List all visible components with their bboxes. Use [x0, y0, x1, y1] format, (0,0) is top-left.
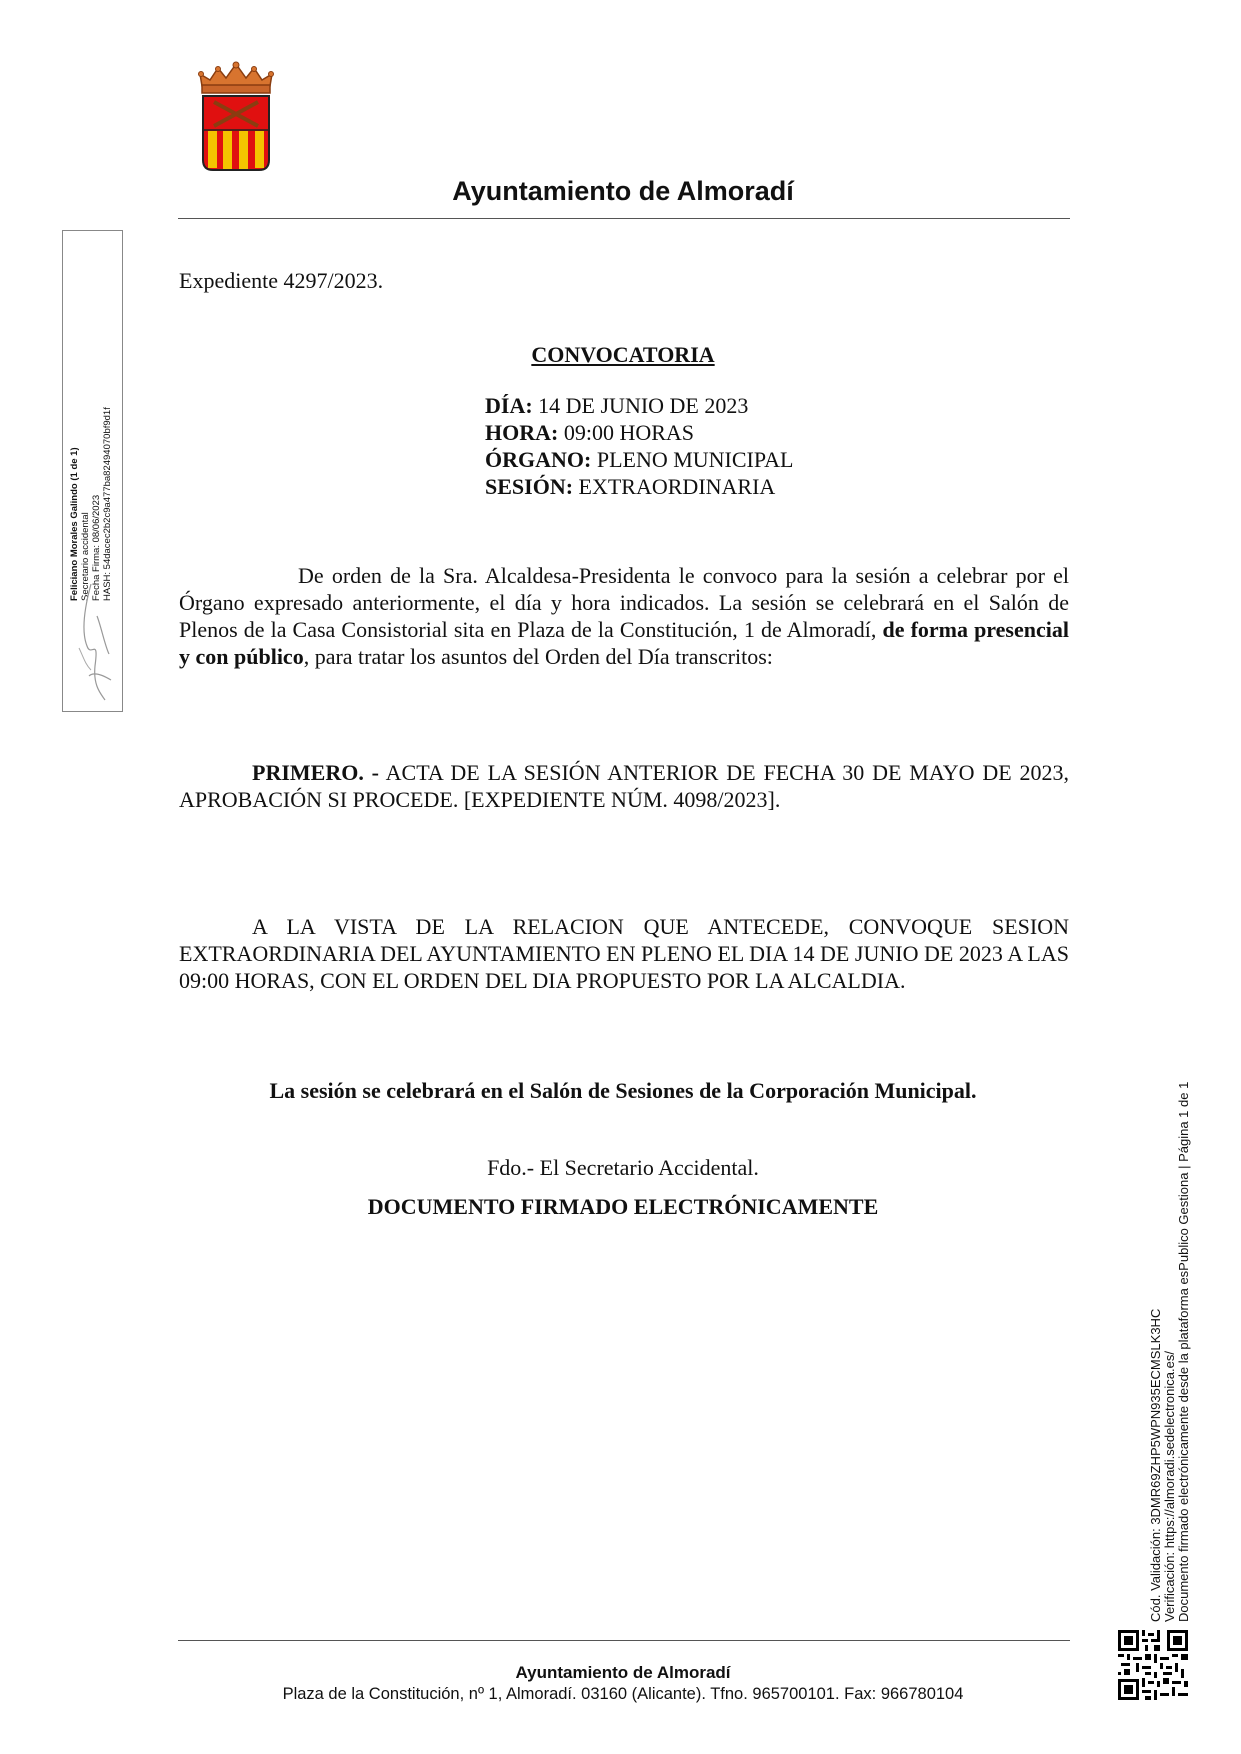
platform-notice: Documento firmado electrónicamente desde la plataforma esPublico Gestiona | Página 1 de 1	[1176, 1081, 1191, 1622]
qr-code-icon	[1118, 1630, 1188, 1700]
header-title: Ayuntamiento de Almoradí	[452, 176, 794, 206]
signature-box	[62, 230, 123, 712]
verification-text	[1148, 1081, 1199, 1622]
signed-by: Fdo.- El Secretario Accidental.	[487, 1155, 759, 1180]
agenda-item-primero: PRIMERO. - ACTA DE LA SESIÓN ANTERIOR DE FECHA 30 DE MAYO DE 2023, APROBACIÓN SI PROCEDE. [EXPEDIENTE NÚM. 4098/2023].	[179, 760, 1069, 812]
footer-title: Ayuntamiento de Almoradí	[515, 1663, 731, 1682]
signer-role: Secretario accidental	[80, 512, 91, 601]
signer-name: Feliciano Morales Galindo (1 de 1)	[69, 447, 80, 601]
session-details	[485, 392, 793, 500]
session-location-note: La sesión se celebrará en el Salón de Sesiones de la Corporación Municipal.	[269, 1078, 977, 1103]
detail-dia: DÍA: 14 DE JUNIO DE 2023	[485, 393, 749, 418]
verification-url: Verificación: https://almoradi.sedelectronica.es/	[1162, 1351, 1177, 1622]
signature-text	[69, 271, 130, 601]
signature-hash: HASH: 54dacec2b2c9a477ba82494070bf9d1f	[102, 407, 113, 601]
handwritten-signature-icon	[71, 576, 119, 706]
footer-address: Plaza de la Constitución, nº 1, Almoradí. 03160 (Alicante). Tfno. 965700101. Fax: 966780104	[282, 1685, 964, 1703]
document-title: CONVOCATORIA	[531, 342, 715, 367]
convocation-paragraph: De orden de la Sra. Alcaldesa-Presidenta le convoco para la sesión a celebrar por el Órgano expresado anteriormente, el día y hora indicados. La sesión se celebrará en el Salón de Plenos de la Casa Consistorial sita en Plaza de la Constitución, 1 de Almoradí, de forma presencial y con público, para tratar los asuntos del Orden del Día transcritos:	[179, 563, 1069, 669]
shield-icon	[203, 96, 269, 170]
signature-date: Fecha Firma: 08/06/2023	[91, 494, 102, 601]
validation-code: Cód. Validación: 3DMR69ZHP5WPN935ECMSLK3HC	[1148, 1308, 1163, 1622]
detail-organo: ÓRGANO: PLENO MUNICIPAL	[485, 447, 794, 472]
electronically-signed-notice: DOCUMENTO FIRMADO ELECTRÓNICAMENTE	[367, 1194, 879, 1219]
detail-sesion: SESIÓN: EXTRAORDINARIA	[485, 474, 776, 499]
closing-paragraph: A LA VISTA DE LA RELACION QUE ANTECEDE, CONVOQUE SESION EXTRAORDINARIA DEL AYUNTAMIENTO EN PLENO EL DIA 14 DE JUNIO DE 2023 A LAS 09:00 HORAS, CON EL ORDEN DEL DIA PROPUESTO POR LA ALCALDIA.	[179, 914, 1069, 993]
detail-hora: HORA: 09:00 HORAS	[485, 420, 695, 445]
expediente-number: Expediente 4297/2023.	[179, 268, 384, 293]
crown-icon	[199, 62, 274, 93]
header-divider	[178, 218, 1070, 219]
coat-of-arms-logo	[196, 60, 276, 174]
footer-divider	[178, 1640, 1070, 1641]
